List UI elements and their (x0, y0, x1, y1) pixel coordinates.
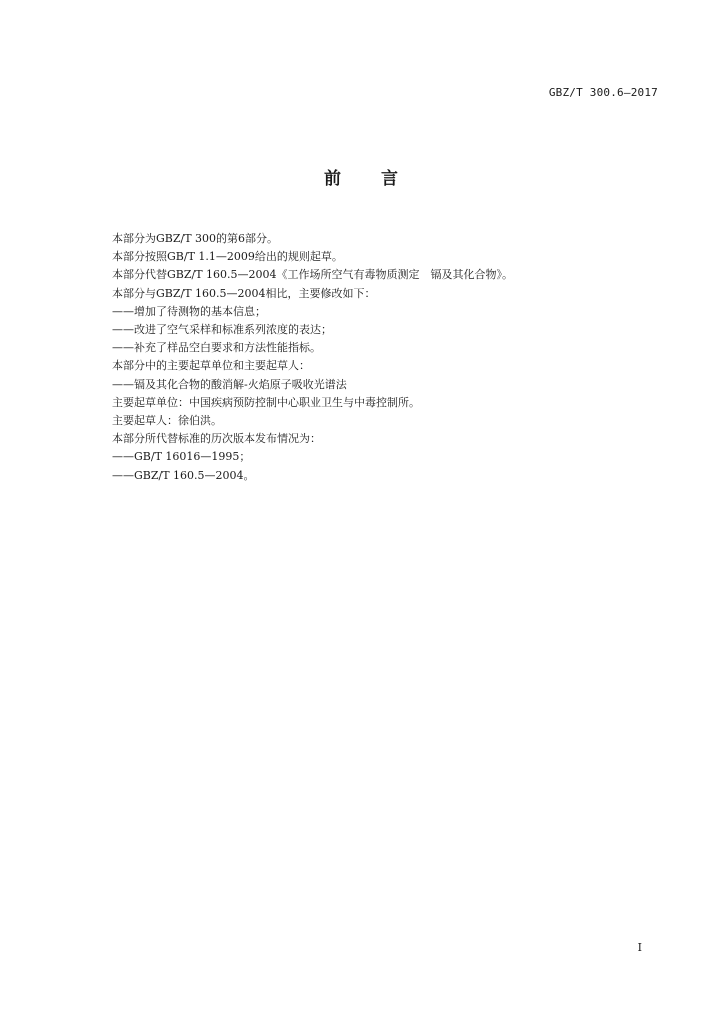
paragraph: 本部分中的主要起草单位和主要起草人： (112, 359, 310, 373)
paragraph: 本部分与GBZ/T 160.5—2004相比，主要修改如下： (112, 286, 376, 300)
list-item: ——GBZ/T 160.5—2004。 (112, 468, 255, 482)
list-item: ——GB/T 16016—1995； (112, 450, 251, 464)
foreword-body (112, 230, 672, 485)
paragraph: 本部分按照GB/T 1.1—2009给出的规则起草。 (112, 250, 343, 264)
page-number: I (637, 941, 642, 954)
paragraph: 主要起草单位：中国疾病预防控制中心职业卫生与中毒控制所。 (112, 395, 420, 409)
list-item: ——改进了空气采样和标准系列浓度的表达； (112, 323, 332, 337)
standard-code: GBZ/T 300.6—2017 (548, 86, 658, 99)
list-item: ——镉及其化合物的酸消解-火焰原子吸收光谱法 (112, 377, 347, 391)
paragraph: 主要起草人：徐伯洪。 (112, 414, 222, 428)
paragraph: 本部分代替GBZ/T 160.5—2004《工作场所空气有毒物质测定 镉及其化合物》。 (112, 268, 514, 282)
paragraph: 本部分所代替标准的历次版本发布情况为： (112, 432, 321, 446)
page-title: 前 言 (324, 169, 400, 189)
paragraph: 本部分为GBZ/T 300的第6部分。 (112, 232, 279, 245)
list-item: ——增加了待测物的基本信息； (112, 304, 266, 318)
list-item: ——补充了样品空白要求和方法性能指标。 (112, 341, 321, 355)
